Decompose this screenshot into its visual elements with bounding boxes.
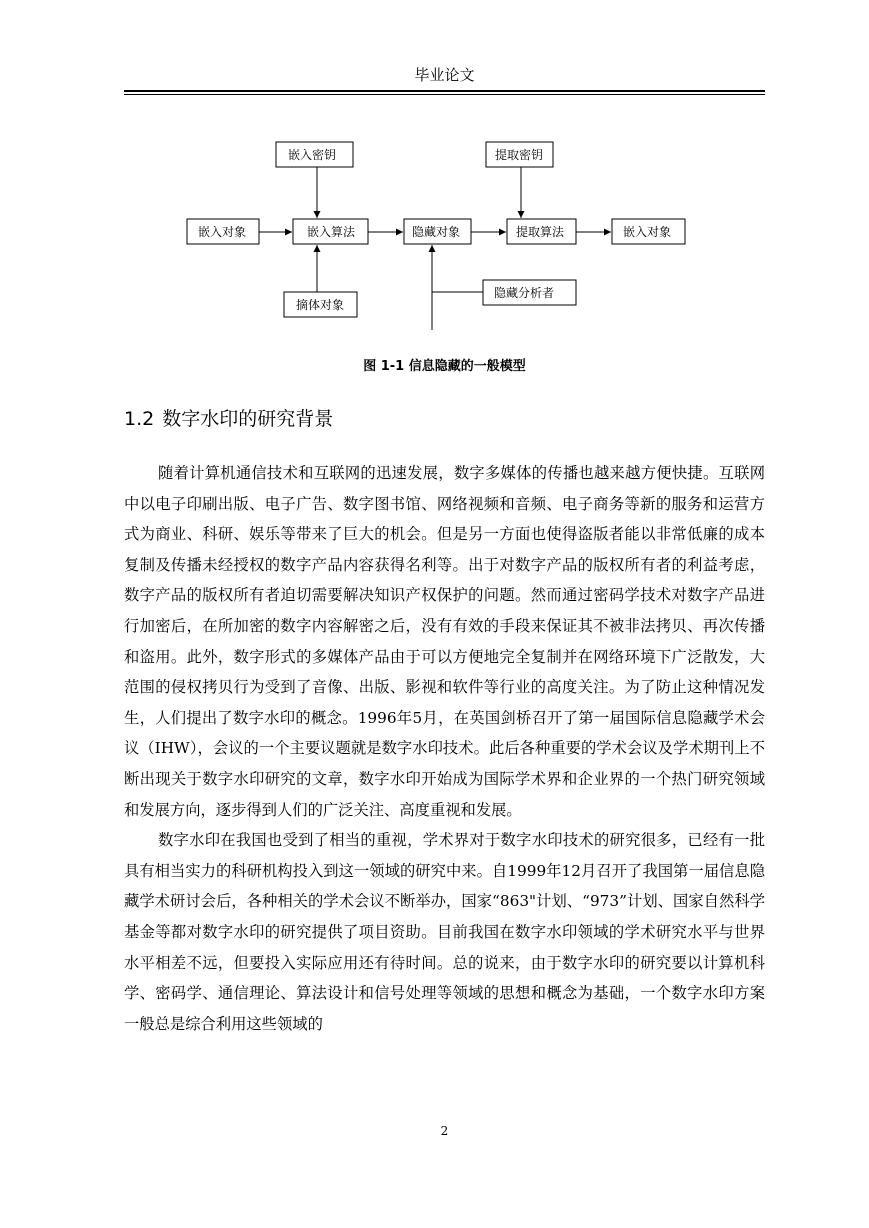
embed-object-box <box>187 219 259 244</box>
section-heading <box>124 404 333 431</box>
body-text <box>124 458 765 1039</box>
running-header: 毕业论文 <box>414 66 475 84</box>
embed-key-label: 嵌入密钥 <box>288 148 337 162</box>
paragraph: 数字水印在我国也受到了相当的重视，学术界对于数字水印技术的研究很多，已经有一批具有相当实力的科研机构投入到这一领域的研究中来。自1999年12月召开了我国第一届信息隐藏学术研讨会后，各种相关的学术会议不断举办，国家“863"计划、“973”计划、国家自然科学基金等都对数字水印的研究提供了项目资助。目前我国在数字水印领域的学术研究水平与世界水平相差不远，但要投入实际应用还有待时间。总的说来，由于数字水印的研究要以计算机科学、密码学、通信理论、算法设计和信号处理等领域的思想和概念为基础，一个数字水印方案一般总是综合利用这些领域的 <box>124 831 765 1033</box>
embed-algorithm-box <box>293 219 368 244</box>
page-number: 2 <box>440 1124 449 1138</box>
extract-key-label: 提取密钥 <box>495 148 544 162</box>
figure-caption: 图 1-1 信息隐藏的一般模型 <box>363 359 526 374</box>
hidden-analyst-box <box>483 280 576 305</box>
embed-object-label: 嵌入对象 <box>198 225 247 239</box>
section-number: 1.2 <box>124 408 155 430</box>
embed-algorithm-label: 嵌入算法 <box>307 225 356 239</box>
extract-key-box <box>486 142 553 167</box>
embed-key-box <box>276 142 353 167</box>
paragraph: 随着计算机通信技术和互联网的迅速发展，数字多媒体的传播也越来越方便快捷。互联网中以电子印刷出版、电子广告、数字图书馆、网络视频和音频、电子商务等新的服务和运营方式为商业、科研、娱乐等带来了巨大的机会。但是另一方面也使得盗版者能以非常低廉的成本复制及传播未经授权的数字产品内容获得名利等。出于对数字产品的版权所有者的利益考虑，数字产品的版权所有者迫切需要解决知识产权保护的问题。然而通过密码学技术对数字产品进行加密后，在所加密的数字内容解密之后，没有有效的手段来保证其不被非法拷贝、再次传播和盗用。此外，数字形式的多媒体产品由于可以方便地完全复制并在网络环境下广泛散发，大范围的侵权拷贝行为受到了音像、出版、影视和软件等行业的高度关注。为了防止这种情况发生，人们提出了数字水印的概念。1996年5月，在英国剑桥召开了第一届国际信息隐藏学术会议（IHW），会议的一个主要议题就是数字水印技术。此后各种重要的学术会议及学术期刊上不断出现关于数字水印研究的文章，数字水印开始成为国际学术界和企业界的一个热门研究领域和发展方向，逐步得到人们的广泛关注、高度重视和发展。 <box>124 464 765 819</box>
extract-algorithm-label: 提取算法 <box>516 225 565 239</box>
hidden-analyst-label: 隐藏分析者 <box>494 286 555 300</box>
hidden-object-box <box>404 219 471 244</box>
hidden-object-label: 隐藏对象 <box>412 225 461 239</box>
carrier-object-label: 摘体对象 <box>296 298 345 312</box>
output-object-label: 嵌入对象 <box>623 225 672 239</box>
section-title: 数字水印的研究背景 <box>162 408 334 430</box>
extract-algorithm-box <box>507 219 576 244</box>
output-object-box <box>612 219 685 244</box>
information-hiding-model-diagram <box>0 0 869 345</box>
carrier-object-box <box>284 292 357 317</box>
